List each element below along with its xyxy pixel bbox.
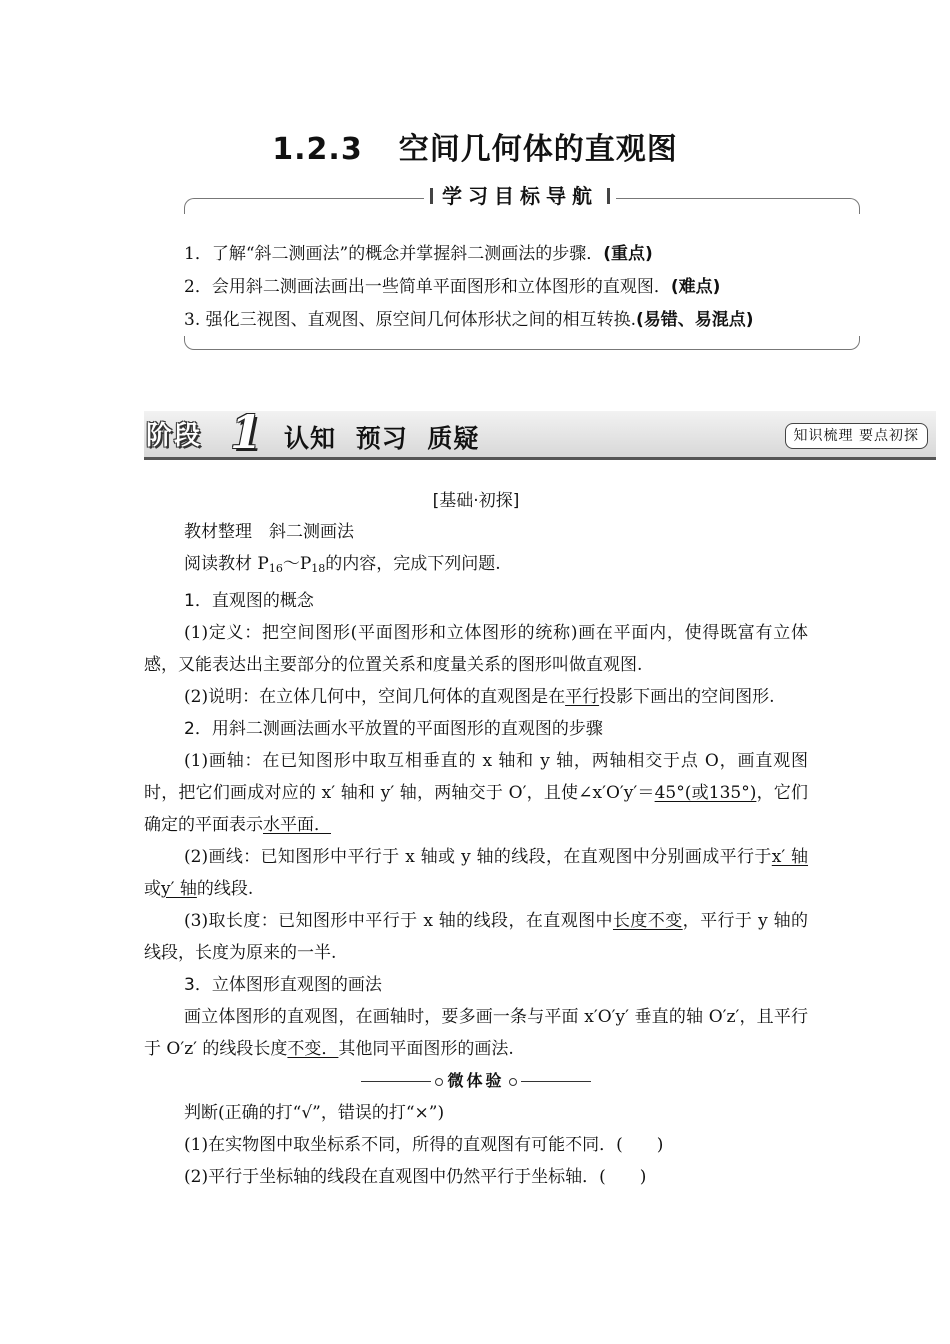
section-head: [基础·初探]: [432, 491, 520, 511]
objectives-heading: 学习目标导航: [424, 181, 616, 211]
objective-item: 1．了解“斜二测画法”的概念并掌握斜二测画法的步骤．(重点): [184, 244, 653, 264]
paragraph-draw-lines: (2)画线：已知图形中平行于 x 轴或 y 轴的线段，在直观图中分别画成平行于x′ 轴或y′ 轴的线段.: [144, 847, 809, 899]
objective-item: 3. 强化三视图、直观图、原空间几何体形状之间的相互转换.(易错、易混点): [184, 310, 754, 330]
stage-tag: 知识梳理 要点初探: [785, 423, 928, 449]
stage-banner: [144, 405, 936, 460]
section-number: 1.2.3: [272, 132, 363, 167]
page-title: [0, 124, 950, 168]
paragraph-solid: 画立体图形的直观图，在画轴时，要多画一条与平面 x′O′y′ 垂直的轴 O′z′，且平行于 O′z′ 的线段长度不变．其他同平面图形的画法.: [144, 1007, 808, 1059]
judge-item-1: (1)在实物图中取坐标系不同，所得的直观图有可能不同．( ): [184, 1135, 664, 1155]
heading-2: 2．用斜二测画法画水平放置的平面图形的直观图的步骤: [184, 719, 603, 739]
heading-3: 3．立体图形直观图的画法: [184, 975, 382, 995]
judge-item-2: (2)平行于坐标轴的线段在直观图中仍然平行于坐标轴．( ): [184, 1167, 647, 1187]
paragraph-explanation: (2)说明：在立体几何中，空间几何体的直观图是在平行投影下画出的空间图形.: [184, 687, 775, 707]
mini-experience-divider: 微体验: [144, 1065, 808, 1097]
paragraph-take-length: (3)取长度：已知图形中平行于 x 轴的线段，在直观图中长度不变，平行于 y 轴的线段，长度为原来的一半.: [144, 911, 809, 963]
objective-item: 2．会用斜二测画法画出一些简单平面图形和立体图形的直观图．(难点): [184, 277, 721, 297]
objectives-box-bottom: [184, 336, 860, 350]
main-content: [144, 486, 808, 1193]
paragraph-definition: (1)定义：把空间图形(平面图形和立体图形的统称)画在平面内，使得既富有立体感，又能表达出主要部分的位置关系和度量关系的图形叫做直观图.: [144, 623, 808, 675]
stage-number: 1: [230, 405, 263, 459]
judge-intro: 判断(正确的打“√”，错误的打“×”): [184, 1103, 445, 1123]
material-title: 教材整理 斜二测画法: [184, 522, 354, 542]
paragraph-draw-axes: (1)画轴：在已知图形中取互相垂直的 x 轴和 y 轴，两轴相交于点 O，画直观图时，把它们画成对应的 x′ 轴和 y′ 轴，两轴交于 O′，且使∠x′O′y′＝45°(或135°)，它们确定的平面表示水平面．: [144, 751, 808, 835]
section-title: 空间几何体的直观图: [398, 132, 678, 167]
stage-title: 认知 预习 质疑: [284, 424, 480, 453]
heading-1: 1．直观图的概念: [184, 591, 314, 611]
stage-label: 阶段: [146, 421, 203, 451]
objectives-list: [184, 238, 860, 337]
reading-instruction: 阅读教材 $P_{16}\sim P_{18}$的内容，完成下列问题.: [184, 554, 501, 575]
